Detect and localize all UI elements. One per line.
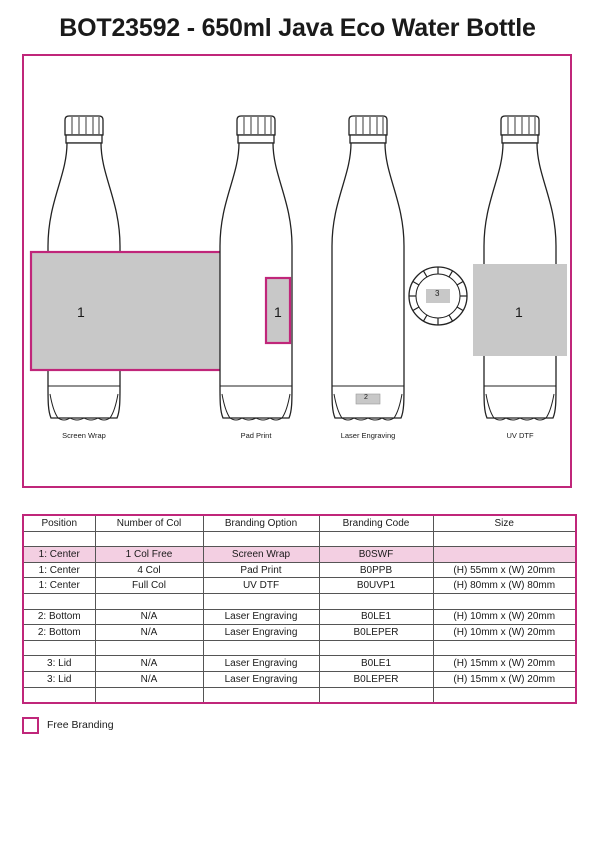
table-cell: 2: Bottom — [23, 625, 95, 641]
table-cell — [433, 640, 576, 656]
table-cell — [319, 640, 433, 656]
branding-views-panel — [22, 54, 572, 488]
table-cell — [95, 593, 203, 609]
table-cell — [203, 687, 319, 703]
table-cell: B0PPB — [319, 562, 433, 578]
area-number-uv-dtf: 1 — [515, 304, 523, 320]
table-cell: (H) 10mm x (W) 20mm — [433, 625, 576, 641]
table-row — [23, 593, 576, 609]
label-laser-engraving: Laser Engraving — [340, 431, 396, 440]
table-cell — [23, 593, 95, 609]
table-cell: B0LEPER — [319, 625, 433, 641]
table-row — [23, 547, 576, 563]
table-cell — [23, 640, 95, 656]
bottle-pad-print — [220, 116, 292, 420]
bottle-laser-engraving — [332, 116, 404, 420]
table-row — [23, 625, 576, 641]
page-title: BOT23592 - 650ml Java Eco Water Bottle — [59, 14, 536, 42]
free-branding-label: Free Branding — [47, 719, 114, 731]
table-cell — [23, 531, 95, 547]
print-area-screen-wrap — [31, 252, 227, 370]
header-size: Size — [433, 515, 576, 531]
table-cell: Full Col — [95, 578, 203, 594]
table-cell: B0LE1 — [319, 656, 433, 672]
area-number-lid: 3 — [435, 289, 440, 298]
table-cell: Laser Engraving — [203, 671, 319, 687]
table-cell: 1: Center — [23, 578, 95, 594]
table-cell: (H) 55mm x (W) 20mm — [433, 562, 576, 578]
table-cell — [433, 531, 576, 547]
free-branding-swatch — [22, 717, 39, 734]
print-area-bottom — [356, 394, 380, 404]
table-row — [23, 578, 576, 594]
area-number-screen-wrap: 1 — [77, 304, 85, 320]
table-row — [23, 671, 576, 687]
table-cell: 1: Center — [23, 562, 95, 578]
table-cell: (H) 15mm x (W) 20mm — [433, 671, 576, 687]
table-cell — [319, 687, 433, 703]
table-cell: Laser Engraving — [203, 625, 319, 641]
table-row — [23, 531, 576, 547]
table-cell: Screen Wrap — [203, 547, 319, 563]
table-row — [23, 562, 576, 578]
area-number-pad-print: 1 — [274, 304, 282, 320]
table-cell: B0SWF — [319, 547, 433, 563]
label-pad-print: Pad Print — [240, 431, 272, 440]
table-cell — [203, 640, 319, 656]
table-cell: 4 Col — [95, 562, 203, 578]
label-screen-wrap: Screen Wrap — [62, 431, 106, 440]
table-cell: (H) 15mm x (W) 20mm — [433, 656, 576, 672]
table-cell: B0UVP1 — [319, 578, 433, 594]
table-cell: (H) 10mm x (W) 20mm — [433, 609, 576, 625]
table-cell: 1: Center — [23, 547, 95, 563]
table-cell: 3: Lid — [23, 656, 95, 672]
table-cell: 1 Col Free — [95, 547, 203, 563]
table-row — [23, 640, 576, 656]
table-header-row — [23, 515, 576, 531]
area-number-bottom: 2 — [364, 394, 368, 401]
header-branding-code: Branding Code — [319, 515, 433, 531]
table-cell — [433, 593, 576, 609]
table-cell: UV DTF — [203, 578, 319, 594]
table-cell: 2: Bottom — [23, 609, 95, 625]
table-cell: 3: Lid — [23, 671, 95, 687]
table-row — [23, 687, 576, 703]
table-cell — [203, 593, 319, 609]
table-cell — [95, 640, 203, 656]
table-cell: N/A — [95, 656, 203, 672]
table-cell: N/A — [95, 625, 203, 641]
table-cell: N/A — [95, 671, 203, 687]
header-position: Position — [23, 515, 95, 531]
branding-table — [22, 514, 577, 704]
label-uv-dtf: UV DTF — [506, 431, 534, 440]
table-cell — [319, 531, 433, 547]
table-row — [23, 609, 576, 625]
table-cell — [433, 547, 576, 563]
table-cell — [203, 531, 319, 547]
header-number-of-col: Number of Col — [95, 515, 203, 531]
table-cell — [433, 687, 576, 703]
table-cell: N/A — [95, 609, 203, 625]
table-cell: Pad Print — [203, 562, 319, 578]
table-row — [23, 656, 576, 672]
bottles-drawing — [24, 56, 574, 490]
header-branding-option: Branding Option — [203, 515, 319, 531]
table-cell: B0LE1 — [319, 609, 433, 625]
table-cell — [95, 531, 203, 547]
table-cell: B0LEPER — [319, 671, 433, 687]
table-cell: (H) 80mm x (W) 80mm — [433, 578, 576, 594]
table-cell — [95, 687, 203, 703]
table-cell — [23, 687, 95, 703]
table-cell: Laser Engraving — [203, 609, 319, 625]
table-cell: Laser Engraving — [203, 656, 319, 672]
table-cell — [319, 593, 433, 609]
